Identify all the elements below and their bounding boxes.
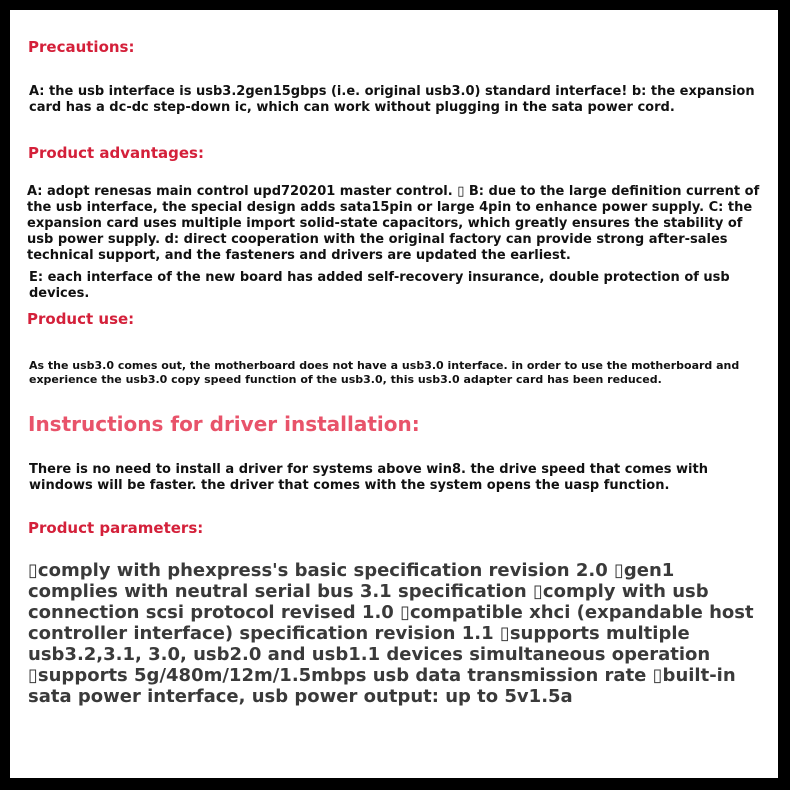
driver-body: There is no need to install a driver for systems above win8. the drive speed that comes with windows will be faster. the driver that comes with the system opens the uasp function. [29, 462, 708, 493]
parameters-body: ▯comply with phexpress's basic specification revision 2.0 ▯gen1 complies with neutral serial bus 3.1 specification ▯comply with usb connection scsi protocol revised 1.0 ▯compatible xhci (expandable host controller interface) specification revision 1.1 ▯supports multiple usb3.2,3.1, 3.0, usb2.0 and usb1.1 devices simultaneous operation ▯supports 5g/480m/12m/1.5mbps usb data transmission rate ▯built-in sata power interface, usb power output: up to 5v1.5a [28, 560, 754, 707]
parameters-heading: Product parameters: [28, 519, 204, 537]
advantages-body-e: E: each interface of the new board has added self-recovery insurance, double protection of usb devices. [29, 270, 730, 301]
product-use-body: As the usb3.0 comes out, the motherboard does not have a usb3.0 interface. in order to use the motherboard and experience the usb3.0 copy speed function of the usb3.0, this usb3.0 adapter card has been reduced. [29, 359, 740, 386]
driver-heading: Instructions for driver installation: [28, 412, 420, 436]
advantages-body: A: adopt renesas main control upd720201 master control. ▯ B: due to the large definition current of the usb interface, the special design adds sata15pin or large 4pin to enhance power supply. C: the expansion card uses multiple import solid-state capacitors, which greatly ensures the stability of usb power supply. d: direct cooperation with the original factory can provide strong after-sales technical support, and the fasteners and drivers are updated the earliest. [27, 184, 760, 263]
product-use-heading: Product use: [27, 310, 135, 328]
precautions-heading: Precautions: [28, 38, 135, 56]
document-panel [10, 10, 778, 778]
precautions-body: A: the usb interface is usb3.2gen15gbps (i.e. original usb3.0) standard interface! b: the expansion card has a dc-dc step-down ic, which can work without plugging in the sata power cord. [29, 84, 755, 115]
advantages-heading: Product advantages: [28, 144, 204, 162]
